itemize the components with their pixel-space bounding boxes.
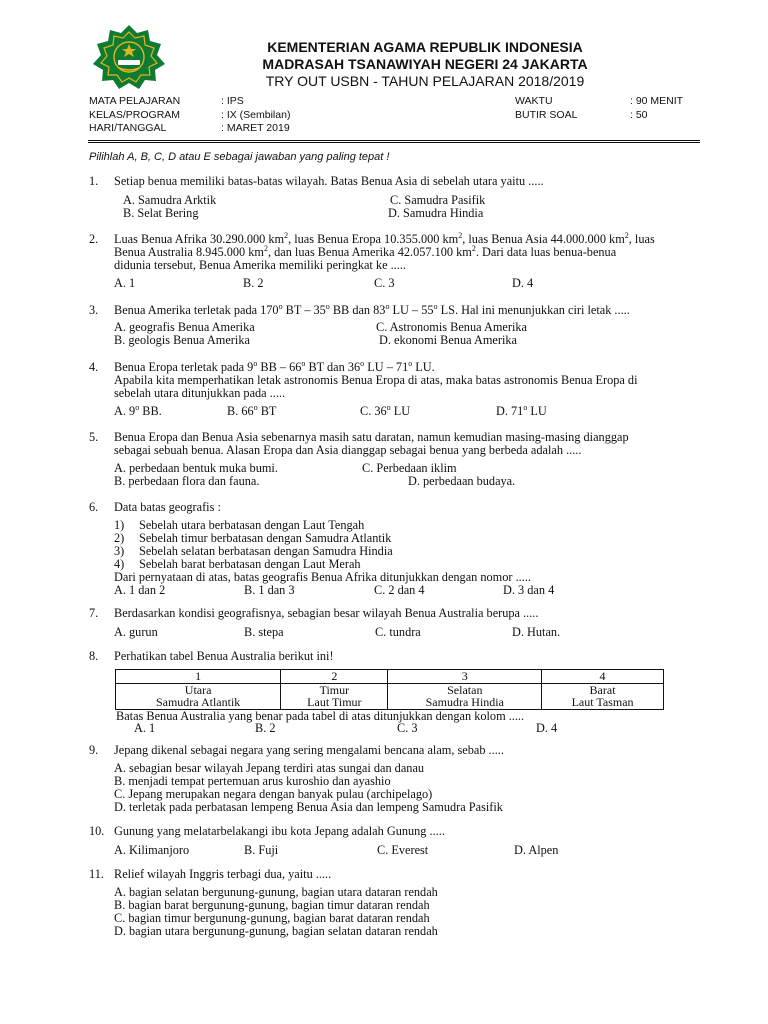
meta-labels-right <box>515 95 577 122</box>
header-exam-title: TRY OUT USBN - TAHUN PELAJARAN 2018/2019 <box>265 73 585 89</box>
question-text: Berdasarkan kondisi geografisnya, sebagian besar wilayah Benua Australia berupa ..... <box>114 606 539 620</box>
question-text-line-3: didunia tersebut, Benua Amerika memiliki peringkat ke ..... <box>114 258 406 272</box>
option-d: D. 3 dan 4 <box>503 583 555 597</box>
table-cell: 3 <box>388 670 542 684</box>
question-text: Gunung yang melatarbelakangi ibu kota Jepang adalah Gunung ..... <box>114 824 445 838</box>
option-d: D. ekonomi Benua Amerika <box>379 333 517 347</box>
header-ministry: KEMENTERIAN AGAMA REPUBLIK INDONESIA <box>267 39 583 55</box>
table-header-row <box>116 670 664 684</box>
option-a: A. 1 <box>114 276 136 290</box>
question-number: 8. <box>89 649 99 663</box>
table-cell: 4 <box>542 670 664 684</box>
option-c: C. tundra <box>375 625 421 639</box>
header-school: MADRASAH TSANAWIYAH NEGERI 24 JAKARTA <box>262 56 588 72</box>
table-cell: Utara Samudra Atlantik <box>116 683 281 709</box>
option-d: D. 71$^o$ LU <box>496 402 547 418</box>
question-number: 10. <box>89 824 105 838</box>
question-followup: Batas Benua Australia yang benar pada tabel di atas ditunjukkan dengan kolom ..... <box>116 709 525 723</box>
option-b: B. 2 <box>255 721 276 735</box>
table-cell: Barat Laut Tasman <box>542 683 664 709</box>
question-text: Relief wilayah Inggris terbagi dua, yaitu ..... <box>114 867 332 881</box>
question-text-line-3: sebelah utara ditunjukkan pada ..... <box>114 386 286 400</box>
question-number: 4. <box>89 360 99 374</box>
time-value: : 90 MENIT <box>630 95 684 107</box>
option-d: D. Alpen <box>514 843 559 857</box>
question-text-line-1: Benua Eropa dan Benua Asia sebenarnya masih satu daratan, namun kemudian masing-masing dianggap <box>114 430 629 444</box>
option-b: B. geologis Benua Amerika <box>114 333 250 347</box>
table-cell: Timur Laut Timur <box>281 683 388 709</box>
date-label: HARI/TANGGAL <box>89 122 167 134</box>
option-d: D. 4 <box>512 276 534 290</box>
list-item: Sebelah timur berbatasan dengan Samudra Atlantik <box>139 531 392 545</box>
option-c: C. 3 <box>397 721 418 735</box>
class-value: : IX (Sembilan) <box>221 108 291 121</box>
option-c: C. Everest <box>377 843 429 857</box>
table-cell: Selatan Samudra Hindia <box>388 683 542 709</box>
question-text: Data batas geografis : <box>114 500 221 514</box>
subject-value: : IPS <box>221 95 244 107</box>
question-text-line-2: Apabila kita memperhatikan letak astronomis Benua Eropa di atas, maka batas astronomis Benua Eropa di <box>114 373 638 387</box>
question-text-line-2: Benua Australia 8.945.000 $km^2$, dan luas Benua Amerika 42.057.100 $km^2$. Dari data luas benua-benua <box>114 243 617 259</box>
question-text-line-2: sebagai sebuah benua. Alasan Eropa dan Asia dianggap sebagai benua yang berbeda adalah ..... <box>114 443 582 457</box>
question-number: 9. <box>89 743 99 757</box>
list-item-number: 4) <box>114 557 125 571</box>
option-a: A. Samudra Arktik <box>123 193 217 207</box>
option-a: A. sebagian besar wilayah Jepang terdiri atas sungai dan danau <box>114 761 425 775</box>
list-item-number: 1) <box>114 518 125 532</box>
option-b: B. stepa <box>244 625 284 639</box>
option-c: C. Perbedaan iklim <box>362 461 457 475</box>
option-d: D. 4 <box>536 721 558 735</box>
list-item-number: 2) <box>114 531 125 545</box>
instruction-text: Pilihlah A, B, C, D atau E sebagai jawaban yang paling tepat ! <box>89 151 390 163</box>
table-cell: 2 <box>281 670 388 684</box>
question-number: 5. <box>89 430 99 444</box>
header-divider <box>88 140 700 141</box>
option-c: C. Jepang merupakan negara dengan banyak pulau (archipelago) <box>114 787 433 801</box>
meta-values-right <box>630 95 683 122</box>
option-c: C. Samudra Pasifik <box>390 193 486 207</box>
exam-header <box>215 39 635 90</box>
question-number: 11. <box>89 867 104 881</box>
question-number: 2. <box>89 232 99 246</box>
option-d: D. perbedaan budaya. <box>408 474 516 488</box>
list-item: Sebelah barat berbatasan dengan Laut Merah <box>139 557 361 571</box>
australia-border-table <box>115 669 664 710</box>
option-c: C. 36$^o$ LU <box>360 402 411 418</box>
option-b: B. perbedaan flora dan fauna. <box>114 474 260 488</box>
header-divider-2 <box>88 142 700 143</box>
option-b: B. bagian barat bergunung-gunung, bagian timur dataran rendah <box>114 898 430 912</box>
question-text: Perhatikan tabel Benua Australia berikut ini! <box>114 649 334 663</box>
option-d: D. Samudra Hindia <box>388 206 484 220</box>
date-value: : MARET 2019 <box>221 122 290 134</box>
option-a: A. 1 dan 2 <box>114 583 166 597</box>
option-a: A. geografis Benua Amerika <box>114 320 255 334</box>
option-d: D. terletak pada perbatasan lempeng Benua Asia dan lempeng Samudra Pasifik <box>114 800 503 814</box>
option-a: A. perbedaan bentuk muka bumi. <box>114 461 278 475</box>
option-c: C. 2 dan 4 <box>374 583 425 597</box>
items-label: BUTIR SOAL <box>515 108 578 121</box>
list-item: Sebelah utara berbatasan dengan Laut Tengah <box>139 518 365 532</box>
option-c: C. 3 <box>374 276 395 290</box>
table-cell: 1 <box>116 670 281 684</box>
option-a: A. gurun <box>114 625 158 639</box>
table-row <box>116 683 664 709</box>
time-label: WAKTU <box>515 95 553 107</box>
option-a: A. 9$^o$ BB. <box>114 402 162 418</box>
option-b: B. Fuji <box>244 843 279 857</box>
subject-label: MATA PELAJARAN <box>89 95 181 107</box>
meta-values <box>221 95 290 136</box>
option-b: B. 1 dan 3 <box>244 583 295 597</box>
question-text-line-1: Luas Benua Afrika 30.290.000 $km^2$, luas Benua Eropa 10.355.000 $km^2$, luas Benua Asia 44.000.000 $km^2$, luas <box>114 230 655 246</box>
question-number: 3. <box>89 303 99 317</box>
option-d: D. Hutan. <box>512 625 561 639</box>
meta-labels <box>89 95 180 136</box>
list-item: Sebelah selatan berbatasan dengan Samudra Hindia <box>139 544 393 558</box>
items-value: : 50 <box>630 108 648 121</box>
option-a: A. bagian selatan bergunung-gunung, bagian utara dataran rendah <box>114 885 438 899</box>
class-label: KELAS/PROGRAM <box>89 108 181 121</box>
option-c: C. bagian timur bergunung-gunung, bagian barat dataran rendah <box>114 911 430 925</box>
option-b: B. 2 <box>243 276 264 290</box>
option-c: C. Astronomis Benua Amerika <box>376 320 527 334</box>
option-d: D. bagian utara bergunung-gunung, bagian selatan dataran rendah <box>114 924 438 938</box>
question-number: 7. <box>89 606 99 620</box>
question-number: 6. <box>89 500 99 514</box>
question-text: Setiap benua memiliki batas-batas wilayah. Batas Benua Asia di sebelah utara yaitu ..... <box>114 174 544 188</box>
option-b: B. menjadi tempat pertemuan arus kuroshio dan ayashio <box>114 774 391 788</box>
option-a: A. 1 <box>134 721 156 735</box>
question-text-line-1: Benua Eropa terletak pada 9$^o$ BB – 66$^o$ BT dan 36$^o$ LU – 71$^o$ LU. <box>114 358 435 374</box>
question-text: Jepang dikenal sebagai negara yang sering mengalami bencana alam, sebab ..... <box>114 743 504 757</box>
option-b: B. Selat Bering <box>123 206 199 220</box>
list-item-number: 3) <box>114 544 125 558</box>
question-number: 1. <box>89 174 99 188</box>
option-a: A. Kilimanjoro <box>114 843 190 857</box>
option-b: B. 66$^o$ BT <box>227 402 277 418</box>
question-followup: Dari pernyataan di atas, batas geografis Benua Afrika ditunjukkan dengan nomor ..... <box>114 570 531 584</box>
question-text: Benua Amerika terletak pada 170$^o$ BT – 35$^o$ BB dan 83$^o$ LU – 55$^o$ LS. Hal ini menunjukkan ciri letak ..... <box>114 301 630 317</box>
kemenag-logo-icon <box>90 24 168 90</box>
